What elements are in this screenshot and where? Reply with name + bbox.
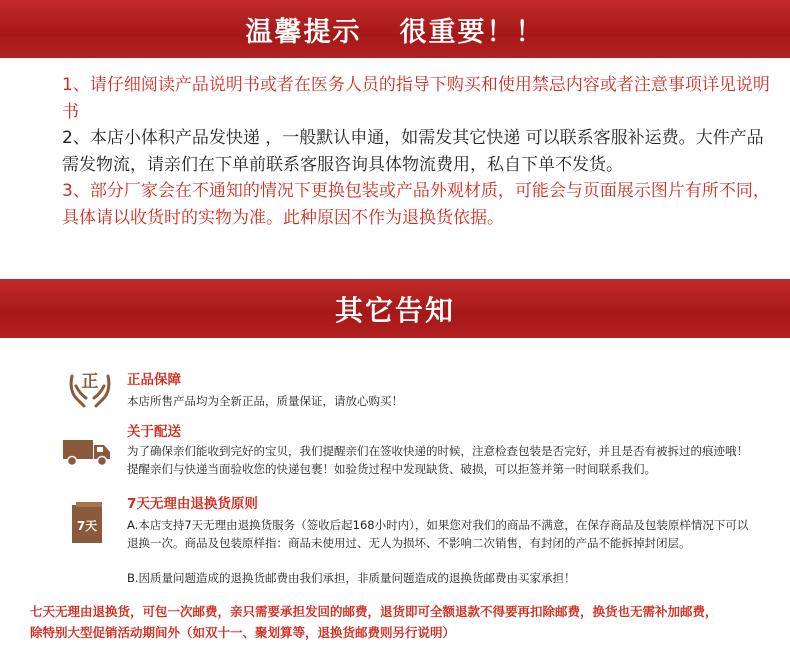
notice-2: 2、本店小体积产品发快递 ，一般默认申通，如需发其它快递 可以联系客服补运费。大件产品需发物流，请亲们在下单前联系客服咨询具体物流费用，私自下单不发货。: [62, 128, 764, 175]
footnote-line-1: 七天无理由退换货，可包一次邮费，亲只需要承担发回的邮费，退货即可全额退款不得要再扣除邮费，换货也无需补加邮费，: [30, 604, 718, 619]
icon-glyph: 7天: [76, 519, 98, 533]
notice-list: [62, 72, 774, 231]
section-title: 关于配送: [127, 424, 181, 440]
banner-title: 其它告知: [334, 293, 455, 327]
section-text: 本店所售产品均为全新正品，质量保证，请放心购买！: [127, 394, 403, 408]
delivery-section: [60, 420, 760, 485]
genuine-hands-icon: [66, 366, 114, 410]
banner-title: 温馨提示: [245, 16, 362, 48]
seven-day-return-section: [60, 492, 760, 592]
banner-subtitle: 很重要！！: [399, 16, 545, 48]
section-text: 为了确保亲们能收到完好的宝贝，我们提醒亲们在签收快递的时候，注意检查包装是否完好，并且是否有被拆过的痕迹哦！提醒亲们与快递当面验收您的快递包裹！如验货过程中发现缺货、破损，可以拒签并第一时间联系我们。: [127, 444, 748, 476]
section-title: 正品保障: [127, 372, 181, 388]
notice-1: 1、请仔细阅读产品说明书或者在医务人员的指导下购买和使用禁忌内容或者注意事项详见说明书: [62, 75, 770, 122]
notice-3: 3、部分厂家会在不通知的情况下更换包装或产品外观材质，可能会与页面展示图片有所不同，具体请以收货时的实物为准。此种原因不作为退换货依据。: [62, 181, 770, 228]
footnote-line-2: 除特别大型促销活动期间外（如双十一、聚划算等，退换货邮费则另行说明）: [30, 625, 456, 640]
genuine-guarantee-section: [60, 368, 760, 418]
section-title: 7天无理由退换货原则: [127, 496, 258, 512]
return-shipping-footnote: [30, 601, 770, 643]
seven-day-return-icon: [72, 502, 104, 544]
section-text-b: B.因质量问题造成的退换货邮费由我们承担，非质量问题造成的退换货邮费由买家承担！: [127, 571, 576, 585]
truck-icon: [62, 436, 112, 468]
other-notices-banner: [0, 279, 790, 338]
icon-glyph: 正: [81, 372, 99, 392]
warm-tips-banner: [0, 0, 790, 58]
section-text-a: A.本店支持7天无理由退换货服务（签收后起168小时内），如果您对我们的商品不满意，在保存商品及包装原样情况下可以退换一次。商品及包装原样指：商品未使用过、无人为损坏、不影响二次销售，有封闭的产品不能拆掉封闭层。: [127, 518, 749, 550]
